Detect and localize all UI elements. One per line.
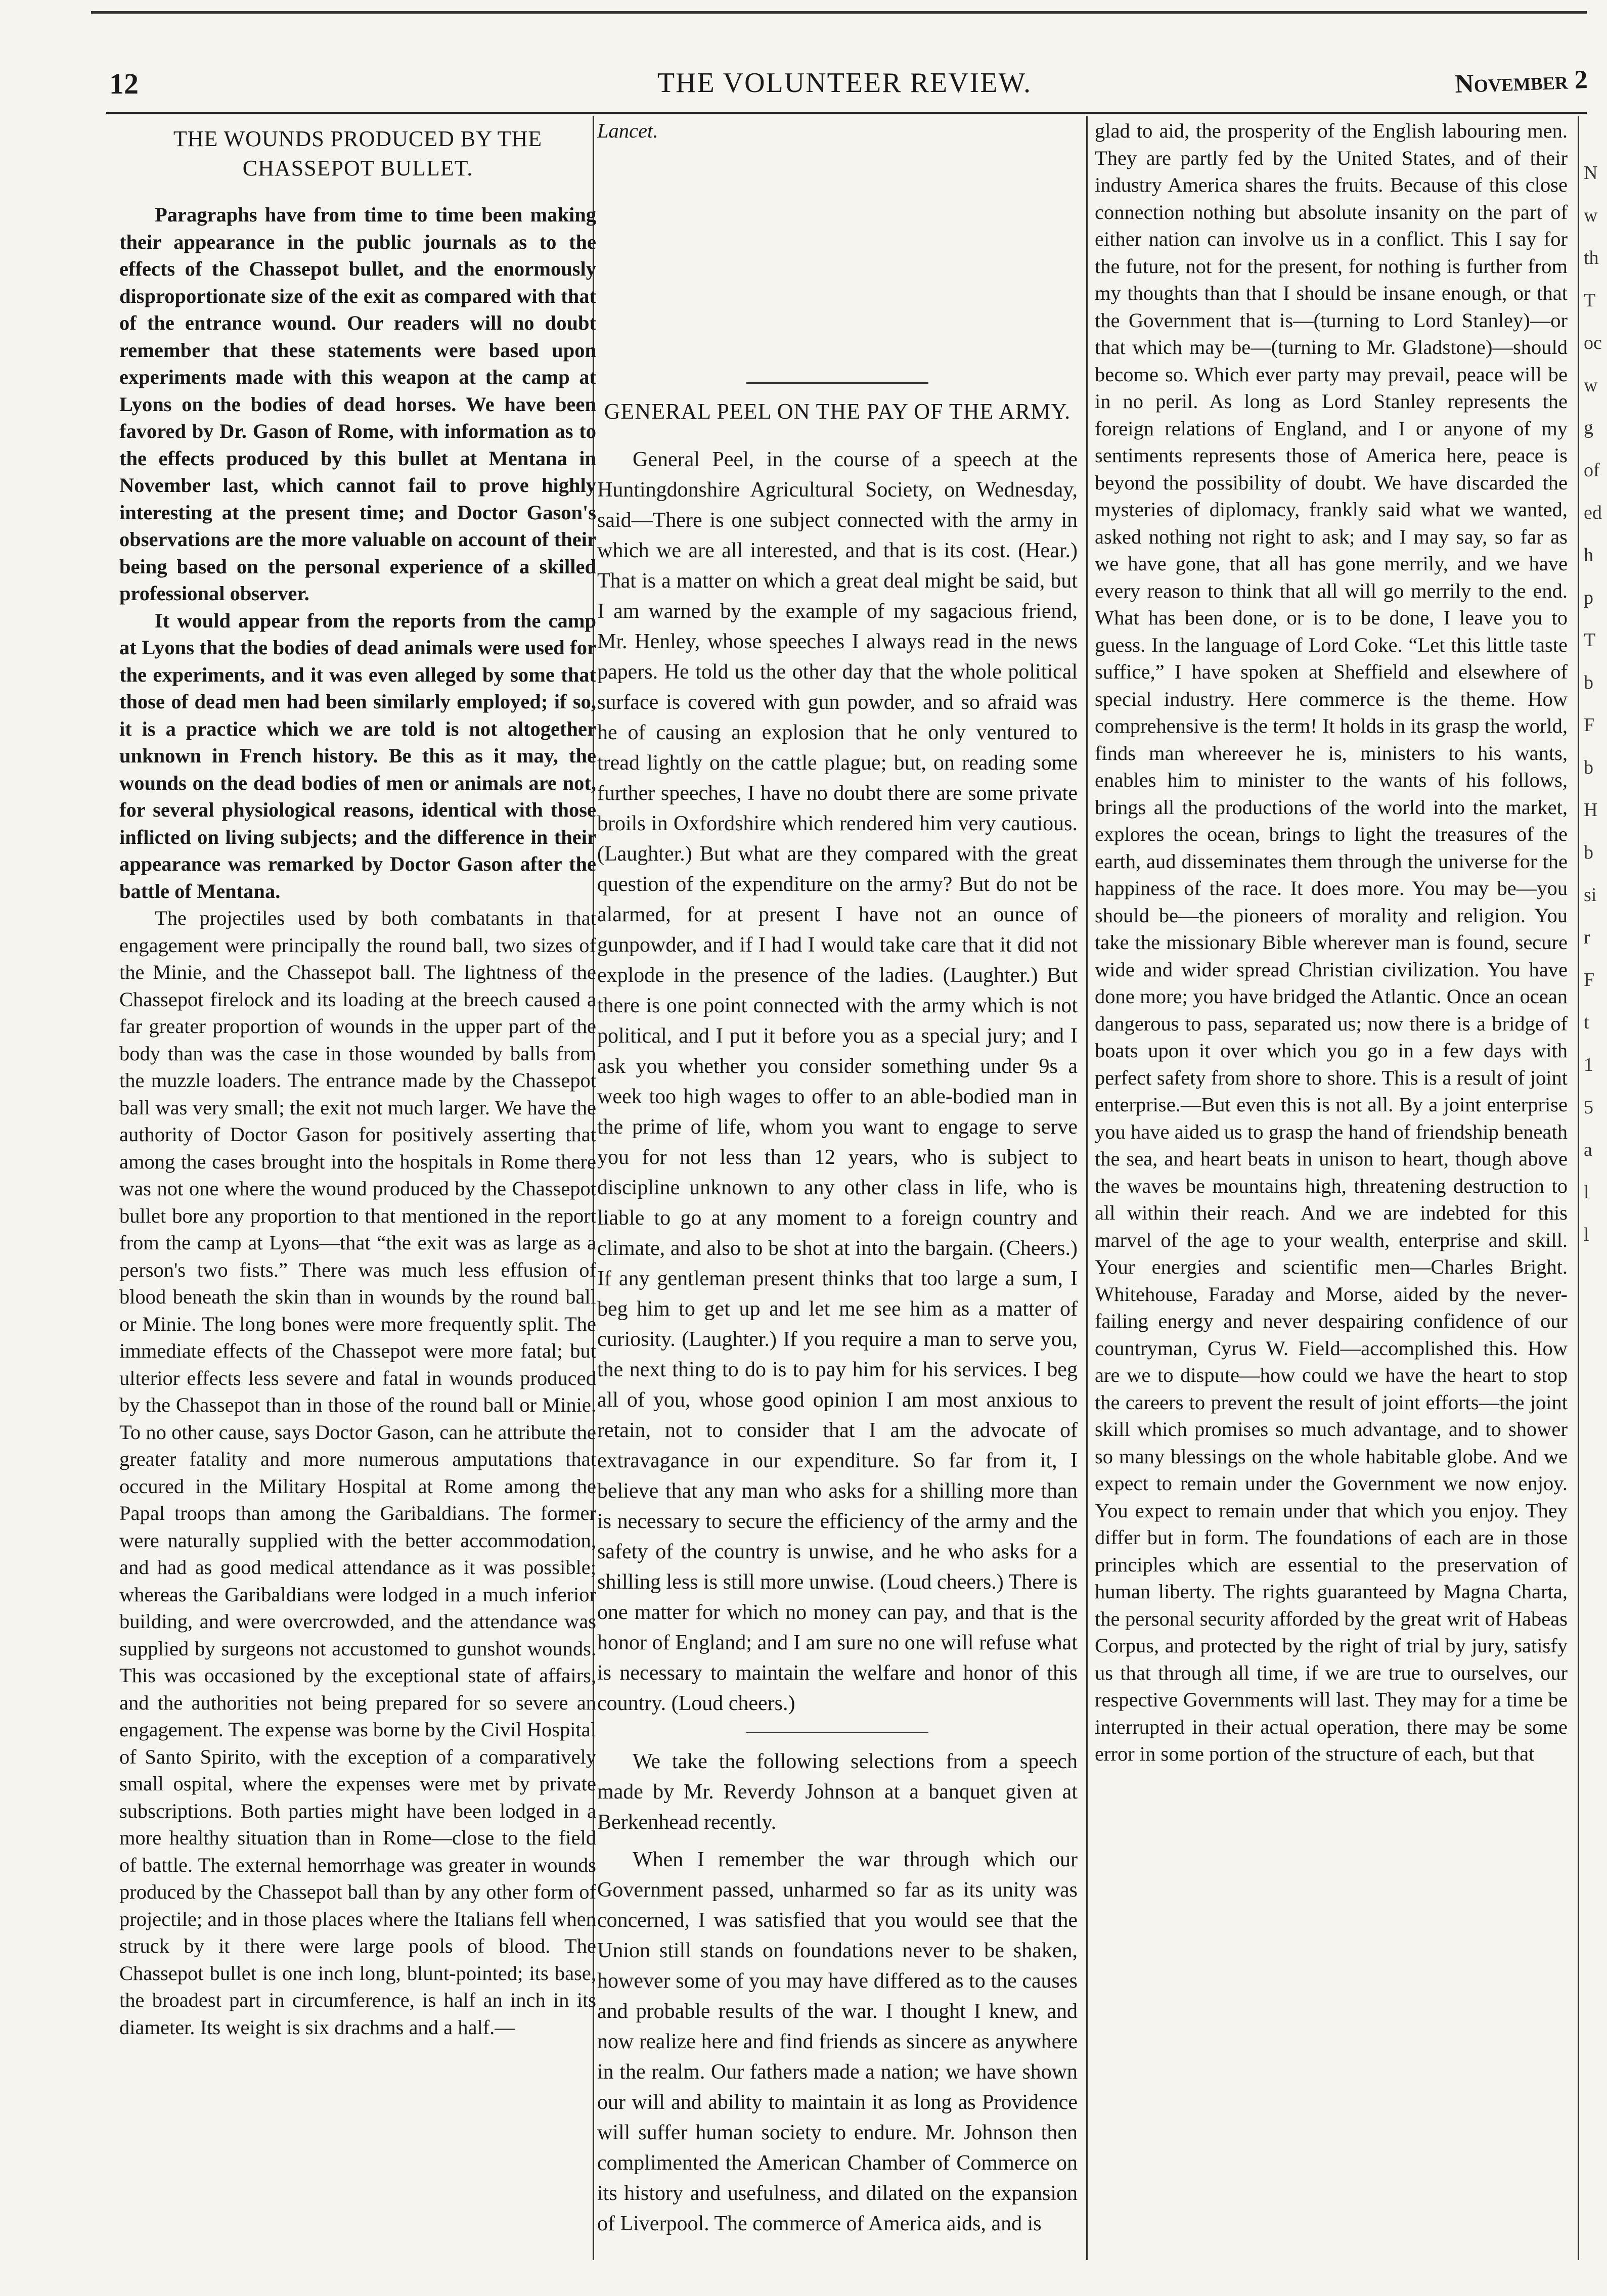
edge-fragment: T	[1584, 629, 1596, 651]
edge-fragment: w	[1584, 375, 1598, 396]
edge-fragment: b	[1584, 672, 1593, 693]
article-separator	[746, 382, 928, 384]
edge-fragment: h	[1584, 545, 1593, 566]
header-rule	[106, 112, 1587, 114]
column-1	[119, 117, 596, 2259]
edge-fragment: oc	[1584, 332, 1602, 353]
publication-title: THE VOLUNTEER REVIEW.	[657, 67, 1032, 99]
article-paragraph: It would appear from the reports from the camp at Lyons that the bodies of dead animals were used for the experiments, and it was even alleged by some that those of dead men had been similarly employed; if so, it is a practice which we are told is not altogether unknown in French history. Be this as it may, the wounds on the dead bodies of men or animals are not, for several physiological reasons, identical with those inflicted on living subjects; and the difference in their appearance was remarked by Doctor Gason after the battle of Mentana.	[119, 609, 596, 903]
page-number: 12	[109, 67, 139, 100]
edge-fragment: 5	[1584, 1097, 1593, 1118]
edge-fragment: r	[1584, 927, 1590, 948]
article-paragraph: The projectiles used by both combatants in that engagement were principally the round ball, two sizes of the Minie, and the Chassepot ball. The lightness of the Chassepot firelock and its loading at the breech caused a far greater proportion of wounds in the upper part of the body than was the case in those wounded by balls from the muzzle loaders. The entrance made by the Chassepot ball was very small; the exit not much larger. We have the authority of Doctor Gason for positively asserting that among the cases brought into the hospitals in Rome there was not one where the wound produced by the Chassepot bullet bore any proportion to that mentioned in the report from the camp at Lyons—that “the exit was as large as a person's two fists.” There was much less effusion of blood beneath the skin than in wounds by the round ball or Minie. The long bones were more frequently split. The immediate effects of the Chassepot were more fatal; but ulterior effects less severe and fatal in wounds produced by the Chassepot than in those of the round ball or Minie. To no other cause, says Doctor Gason, can he attribute the greater fatality and more numerous amputations that occured in the Military Hospital at Rome among the Papal troops than among the Garibaldians. The former were naturally supplied with the better accommodation, and had as good medical attendance as it was possible; whereas the Garibaldians were lodged in a much inferior building, and were overcrowded, and the attendance was supplied by surgeons not accustomed to gunshot wounds. This was occasioned by the exceptional state of affairs, and the authorities not being prepared for so severe an engagement. The expense was borne by the Civil Hospital of Santo Spirito, with the exception of a comparatively small ospital, where the expenses were met by private subscriptions. Both parties might have been lodged in a more healthy situation than in Rome—close to the field of battle. The external hemorrhage was greater in wounds produced by the Chassepot ball than by any other form of projectile; and in those places where the Italians fell when struck by it there were large pools of blood. The Chassepot bullet is one inch long, blunt-pointed; its base, the broadest part in circumference, is half an inch in its diameter. Its weight is six drachms and a half.—	[119, 907, 596, 2039]
page-header	[101, 60, 1588, 110]
edge-fragment: l	[1584, 1224, 1589, 1245]
article-paragraph: Paragraphs have from time to time been making their appearance in the public journals as to the effects of the Chassepot bullet, and the enormously disproportionate size of the exit as compared with that of the entrance wound. Our readers will no doubt remember that these statements were based upon experiments made with this weapon at the camp at Lyons on the bodies of dead horses. We have been favored by Dr. Gason of Rome, with information as to the effects produced by this bullet at Mentana in November last, which cannot fail to prove highly interesting at the present time; and Doctor Gason's observations are the more valuable on account of their being based on the personal experience of a skilled professional observer.	[119, 203, 596, 605]
edge-fragment: F	[1584, 969, 1595, 991]
chassepot-continuation	[597, 117, 1078, 369]
column-3	[1095, 117, 1568, 2259]
edge-fragment: th	[1584, 247, 1599, 268]
article-title-chassepot: THE WOUNDS PRODUCED BY THE CHASSEPOT BULLET.	[173, 126, 543, 181]
article-source: Lancet.	[597, 119, 658, 142]
edge-fragment: of	[1584, 460, 1600, 481]
edge-fragment: a	[1584, 1139, 1592, 1160]
article-paragraph-continued: glad to aid, the prosperity of the English labouring men. They are partly fed by the United States, and of their industry America shares the fruits. Because of this close connection nothing but absolute insanity on the part of either nation can involve us in a conflict. This I say for the future, not for the present, for nothing is further from my thoughts than that I should be insane enough, or that the Government that is—(turning to Lord Stanley)—or that which may be—(turning to Mr. Gladstone)—should become so. Which ever party may prevail, peace will be in no peril. As long as Lord Stanley represents the foreign relations of England, and I or anyone of my sentiments represents those of America here, peace is beyond the possibility of doubt. We have discarded the mysteries of diplomacy, frankly said what we wanted, asked nothing not right to ask; and I may say, so far as we have gone, that all has gone merrily, and we have every reason to think that all will go merrily to the end. What has been done, or is to be done, I leave you to guess. In the language of Lord Coke. “Let this little taste suffice,” I have spoken at Sheffield and elsewhere of special industry. Here commerce is the theme. How comprehensive is the term! It holds in its grasp the world, finds man whereever he is, ministers to his wants, enables him to minister to the wants of his follows, brings all the productions of the world into the market, explores the ocean, brings to light the treasures of the earth, aud disseminates them through the universe for the happiness of the race. It does more. You may be—you should be—the pioneers of morality and religion. You take the missionary Bible wherever man is found, secure wide and wider spread Christian civilization. You have done more; you have bridged the Atlantic. Once an ocean dangerous to pass, separated us; now there is a bridge of boats upon it over which you go in a few days with perfect safety from shore to shore. This is a result of joint enterprise.—But even this is not all. By a joint enterprise you have aided us to grasp the hand of friendship beneath the sea, and heart beats in unison to heart, though above the waves be mountains high, threatening destruction to all within their reach. And we are indebted for this marvel of the age to your wealth, enterprise and skill. Your energies and scientific men—Charles Bright. Whitehouse, Faraday and Morse, aided by the never-failing energy and never despairing confidence of our countryman, Cyrus W. Field—accomplished this. How are we to dispute—how could we have the heart to stop the careers to prevent the result of joint efforts—the joint skill which promises so much advantage, and to shower so many blessings on the whole habitable globe. And we expect to remain under the Government we now enjoy. You expect to remain under that which you enjoy. They differ but in form. The foundations of each are in those principles which are essential to the preservation of human liberty. The rights guaranteed by Magna Charta, the personal security afforded by the great writ of Habeas Corpus, and protected by the right of trial by jury, satisfy us that through all time, if we are true to ourselves, our respective Governments will last. They may for a time be interrupted in their actual operation, there may be some error in some portion of the structure of each, but that	[1095, 119, 1568, 1765]
edge-fragment: p	[1584, 587, 1593, 608]
article-paragraph: When I remember the war through which our Government passed, unharmed so far as its unity was concerned, I was satisfied that you would see that the Union still stands on foundations never to be shaken, however some of you may have differed as to the causes and probable results of the war. I thought I knew, and now realize here and find friends as sincere as anywhere in the realm. Our fathers made a nation; we have shown our will and ability to maintain it as long as Providence will suffer human society to endure. Mr. Johnson then complimented the American Chamber of Commerce on its history and usefulness, and dilated on the expansion of Liverpool. The commerce of America aids, and is	[597, 1848, 1078, 2235]
edge-fragment: b	[1584, 757, 1593, 778]
edge-fragment: H	[1584, 799, 1598, 821]
article-separator	[746, 1732, 928, 1733]
article-paragraph: General Peel, in the course of a speech at the Huntingdonshire Agricultural Society, on Wednesday, said—There is one subject connected with the army in which we are all interested, and that is its cost. (Hear.) That is a matter on which a great deal might be said, but I am warned by the example of my sagacious friend, Mr. Henley, whose speeches I always read in the news papers. He told us the other day that the whole political surface is covered with gun powder, and so afraid was he of causing an explosion that he only ventured to tread lightly on the cattle plague; but, on reading some further speeches, I have no doubt there are some private broils in Oxfordshire which rendered him very cautious. (Laughter.) But what are they compared with the great question of the expenditure on the army? But do not be alarmed, for at present I have not an ounce of gunpowder, and if I had I would take care that it did not explode in the presence of the ladies. (Laughter.) But there is one point connected with the army which is not political, and I put it before you as a special jury; and I ask you whether you consider something under 9s a week too high wages to offer to an able-bodied man in the prime of life, whom you want to engage to serve you for not less than 12 years, who is subject to discipline unknown to any other class in life, who is liable to go at any moment to a foreign country and climate, and also to be shot at into the bargain. (Cheers.) If any gentleman present thinks that too large a sum, I beg him to get up and let me see him as a matter of curiosity. (Laughter.) If you require a man to serve you, the next thing to do is to pay him for his services. I beg all of you, whose good opinion I am most anxious to retain, not to consider that I am the advocate of extravagance in our expenditure. So far from it, I believe that any man who asks for a shilling more than is necessary to secure the efficiency of the army and the safety of the country is unwise, and he who asks for a shilling less is still more unwise. (Loud cheers.) There is one matter for which no money can pay, and that is the honor of England; and I am sure no one will refuse what is necessary to maintain the welfare and honor of this country. (Loud cheers.)	[597, 448, 1078, 1715]
adjacent-page-edge	[1584, 152, 1607, 1466]
edge-fragment: t	[1584, 1012, 1589, 1033]
column-divider-2	[1086, 116, 1088, 2260]
article-title-peel: GENERAL PEEL ON THE PAY OF THE ARMY.	[604, 399, 1071, 424]
edge-fragment: F	[1584, 714, 1595, 736]
issue-date: November 2	[1454, 65, 1588, 99]
column-divider-3	[1578, 116, 1579, 2260]
edge-fragment: l	[1584, 1182, 1589, 1203]
article-intro: We take the following selections from a speech made by Mr. Reverdy Johnson at a banquet given at Berkenhead recently.	[597, 1750, 1078, 1834]
edge-fragment: 1	[1584, 1054, 1593, 1075]
edge-fragment: g	[1584, 417, 1593, 438]
edge-fragment: si	[1584, 884, 1597, 906]
edge-fragment: w	[1584, 205, 1598, 226]
edge-fragment: N	[1584, 162, 1598, 184]
top-border-rule	[91, 11, 1587, 14]
edge-fragment: ed	[1584, 502, 1602, 523]
edge-fragment: T	[1584, 290, 1596, 311]
edge-fragment: b	[1584, 842, 1593, 863]
column-2	[597, 117, 1078, 2259]
